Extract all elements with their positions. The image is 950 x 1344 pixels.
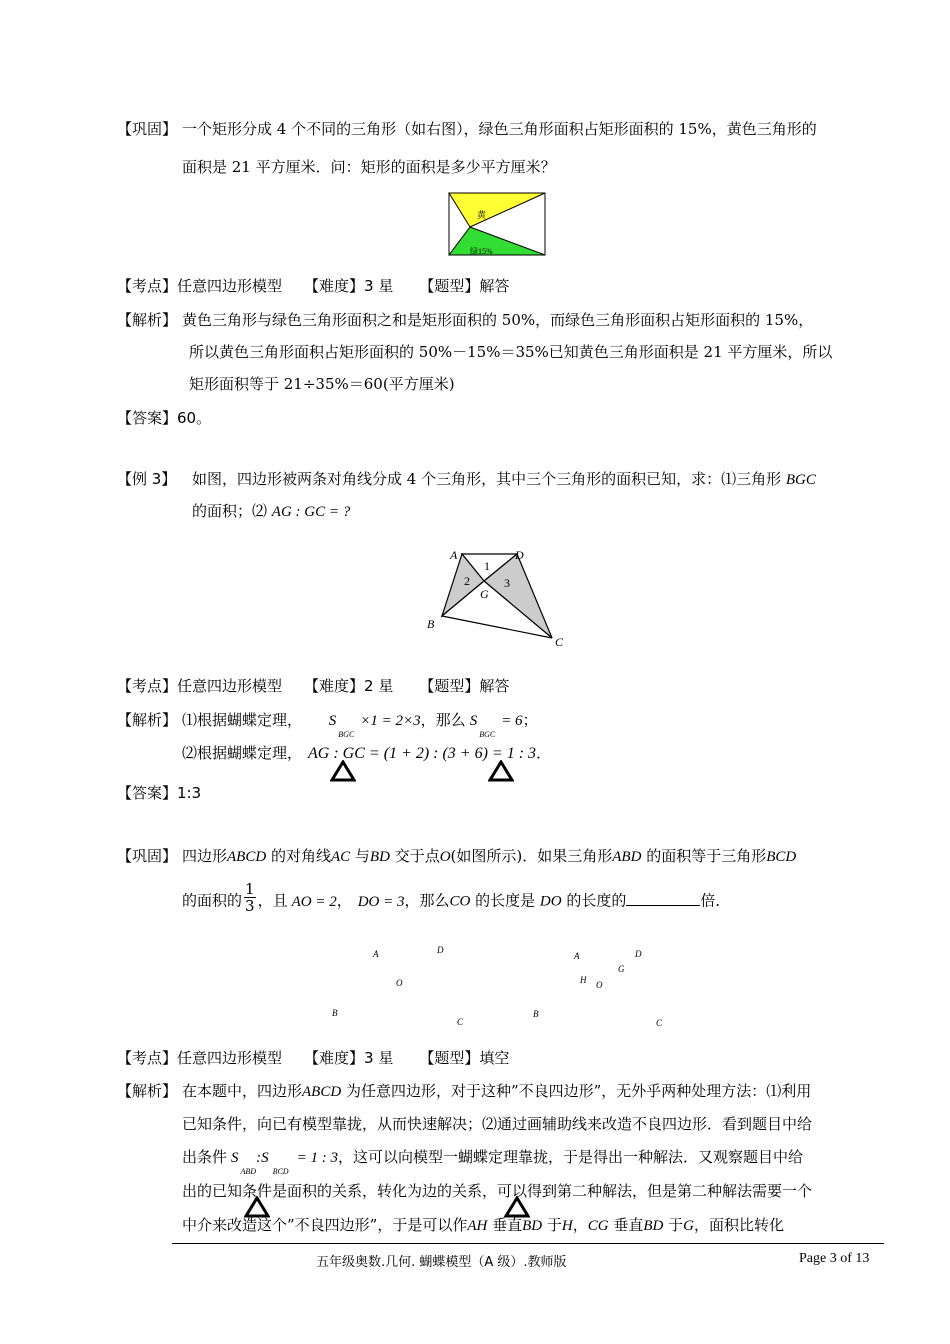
math-var: S: [469, 713, 478, 729]
kaodian-tag: 【考点】: [117, 277, 178, 295]
math-expression: AG : GC = ?: [271, 504, 351, 520]
problem-text: ，且: [257, 891, 288, 910]
math-subscript: BGC: [338, 730, 355, 739]
area-label-2: 2: [464, 574, 470, 588]
analysis-text: ⑴根据蝴蝶定理，: [182, 711, 303, 729]
vertex-b: B: [427, 617, 435, 631]
math-var: S: [328, 713, 337, 729]
fill-in-blank[interactable]: [626, 891, 700, 906]
math-expression: AG : GC = (1 + 2) : (3 + 6) = 1 : 3: [308, 745, 537, 762]
analysis-text: 垂直: [487, 1216, 523, 1234]
analysis-text: ⑵根据蝴蝶定理，: [182, 744, 303, 762]
fig-left-label-a: A: [373, 949, 379, 959]
fig-left-label-b: B: [332, 1008, 338, 1018]
analysis-line: 出的已知条件是面积的关系，转化为边的关系，可以得到第二种解法，但是第二种解法需要一个: [182, 1182, 813, 1200]
fig-left-label-o: O: [396, 978, 403, 988]
nandu-tag: 【难度】: [304, 1049, 365, 1067]
kaodian-value: 任意四边形模型: [177, 677, 283, 695]
triangle-symbol-icon: [504, 1196, 530, 1218]
analysis-line: [182, 1080, 811, 1101]
analysis-line: [182, 1146, 803, 1176]
math-subscript: BCD: [272, 1167, 289, 1176]
page-number: Page 3 of 13: [799, 1251, 870, 1266]
problem-text: 的长度的: [561, 891, 627, 910]
vertex-d: D: [515, 548, 524, 562]
yellow-label: 黄: [477, 210, 487, 220]
problem-text: ，: [336, 891, 352, 910]
problem-text: 如图，四边形被两条对角线分成 4 个三角形，其中三个三角形的面积已知，求：⑴三角形: [192, 470, 786, 488]
math-var: AH: [467, 1218, 488, 1234]
tixing-value: 解答: [479, 677, 510, 695]
math-var: AC: [330, 849, 351, 865]
math-var: DO: [539, 893, 562, 910]
math-expression: AO = 2: [291, 893, 337, 910]
analysis-text: ，面积比转化: [694, 1216, 785, 1234]
fig-left-label-d: D: [437, 945, 444, 955]
kaodian-value: 任意四边形模型: [177, 277, 283, 295]
analysis-text: ；: [522, 711, 538, 729]
math-var: ABD: [612, 849, 642, 865]
analysis-line: [182, 1214, 784, 1235]
analysis-line: [182, 709, 538, 739]
analysis-tag: 【解析】: [117, 711, 178, 729]
math-var: G: [683, 1218, 695, 1234]
tixing-tag: 【题型】: [419, 677, 480, 695]
tixing-tag: 【题型】: [419, 1049, 480, 1067]
footer-rule: [172, 1243, 884, 1244]
problem-text: ，那么: [404, 891, 450, 910]
tixing-value: 填空: [479, 1049, 510, 1067]
triangle-symbol-icon: [488, 760, 514, 782]
problem-text: 交于点: [389, 847, 440, 865]
math-var: BD: [643, 1218, 664, 1234]
point-g: G: [480, 587, 489, 601]
kaodian-value: 任意四边形模型: [177, 1049, 283, 1067]
vertex-a: A: [450, 548, 458, 562]
green-triangle: [449, 227, 545, 255]
vertex-c: C: [555, 635, 564, 649]
answer-value: 60。: [177, 409, 212, 427]
analysis-text: 于: [542, 1216, 562, 1234]
problem-text: 的面积；⑵: [192, 502, 272, 520]
tixing-value: 解答: [479, 277, 510, 295]
problem-text-line: [192, 500, 350, 521]
analysis-line: 所以黄色三角形面积占矩形面积的 50%－15%＝35%已知黄色三角形面积是 21 平方厘米，所以: [189, 343, 833, 361]
fig-right-label-o: O: [596, 980, 603, 990]
problem-text-line: [182, 845, 796, 866]
nandu-tag: 【难度】: [304, 277, 365, 295]
green-label: 绿15%: [470, 247, 493, 256]
nandu-value: 3 星: [364, 277, 394, 295]
problem-text-line: 一个矩形分成 4 个不同的三角形（如右图），绿色三角形面积占矩形面积的 15%，黄色三角形的: [182, 120, 817, 138]
problem-text: 与: [350, 847, 370, 865]
nandu-value: 2 星: [364, 677, 394, 695]
fraction-denominator: 3: [245, 897, 255, 915]
fig-left-label-c: C: [457, 1017, 464, 1027]
math-var: S: [231, 1150, 239, 1166]
math-var: BCD: [766, 849, 797, 865]
math-var: BD: [369, 849, 390, 865]
analysis-text: 出条件: [182, 1148, 228, 1166]
math-var: ABCD: [227, 849, 267, 865]
fig-right-label-a: A: [574, 951, 580, 961]
analysis-line: 黄色三角形与绿色三角形面积之和是矩形面积的 50%，而绿色三角形面积占矩形面积的 15%，: [182, 311, 814, 329]
answer-tag: 【答案】: [117, 784, 178, 802]
section-tag: 【巩固】: [117, 847, 178, 865]
analysis-line: 矩形面积等于 21÷35%＝60(平方厘米): [189, 375, 455, 393]
fig-right-label-g: G: [618, 964, 625, 974]
meta-line: [117, 275, 509, 296]
math-var: ABCD: [302, 1084, 342, 1100]
triangle-symbol-icon: [330, 760, 356, 782]
tixing-tag: 【题型】: [419, 277, 480, 295]
math-expression: DO = 3: [357, 893, 405, 910]
fraction-numerator: 1: [245, 880, 255, 898]
problem-text: 的面积的: [182, 891, 243, 910]
problem-text: 的面积等于三角形: [641, 847, 767, 865]
math-subscript: BGC: [479, 730, 496, 739]
meta-line: [117, 675, 509, 696]
section-tag: 【巩固】: [117, 120, 178, 138]
fig-right-label-c: C: [656, 1018, 663, 1028]
nandu-value: 3 星: [364, 1049, 394, 1067]
analysis-line: 已知条件，向已有模型靠拢，从而快速解决；⑵通过画辅助线来改造不良四边形．看到题目中给: [182, 1115, 813, 1133]
math-expression: = 6: [501, 713, 523, 729]
kaodian-tag: 【考点】: [117, 1049, 178, 1067]
analysis-text: ，那么: [420, 711, 466, 729]
analysis-text: 于: [663, 1216, 684, 1234]
problem-text: 的对角线: [266, 847, 331, 865]
math-var: CG: [587, 1218, 609, 1234]
analysis-text: 垂直: [608, 1216, 644, 1234]
problem-text-line: [192, 468, 816, 489]
analysis-text: 在本题中，四边形: [182, 1082, 303, 1100]
math-var: BD: [522, 1218, 543, 1234]
analysis-tag: 【解析】: [117, 311, 178, 329]
problem-text: 四边形: [182, 847, 228, 865]
math-var: BGC: [785, 472, 816, 488]
math-var: O: [439, 849, 451, 865]
area-label-1: 1: [484, 559, 490, 573]
kaodian-tag: 【考点】: [117, 677, 178, 695]
math-symbol: :: [256, 1150, 262, 1166]
answer-value: 1:3: [177, 784, 202, 802]
fig-right-label-h: H: [580, 975, 587, 985]
problem-text-line: [182, 880, 731, 918]
analysis-text: ，: [572, 1216, 588, 1234]
meta-line: [117, 1047, 509, 1068]
fraction: [244, 881, 256, 914]
answer-line: [117, 782, 201, 803]
yellow-triangle: [449, 193, 545, 227]
problem-text: 倍．: [700, 891, 731, 910]
problem-text: (如图所示)．如果三角形: [450, 847, 613, 865]
analysis-text: ．: [536, 744, 552, 762]
nandu-tag: 【难度】: [304, 677, 365, 695]
analysis-text: 中介来改造这个”不良四边形”，于是可以作: [182, 1216, 468, 1234]
math-expression: ×1 = 2×3: [360, 713, 421, 729]
math-subscript: ABD: [240, 1167, 257, 1176]
example-tag: 【例 3】: [117, 470, 177, 488]
math-var: H: [561, 1218, 573, 1234]
answer-line: [117, 407, 211, 428]
analysis-text: 为任意四边形，对于这种”不良四边形”，无外乎两种处理方法：⑴利用: [341, 1082, 812, 1100]
problem-text: 的长度是: [470, 891, 540, 910]
answer-tag: 【答案】: [117, 409, 178, 427]
problem-text-line: 面积是 21 平方厘米．问：矩形的面积是多少平方厘米？: [182, 158, 556, 176]
quadrilateral-figure: [424, 546, 574, 650]
area-label-3: 3: [504, 576, 510, 590]
math-expression: = 1 : 3: [296, 1150, 338, 1166]
triangle-symbol-icon: [244, 1196, 270, 1218]
math-var: S: [261, 1150, 269, 1166]
rectangle-triangle-figure: [448, 192, 546, 256]
fig-right-label-b: B: [533, 1009, 539, 1019]
analysis-tag: 【解析】: [117, 1082, 178, 1100]
math-var: CO: [449, 893, 471, 910]
footer-title: 五年级奥数.几何. 蝴蝶模型（A 级）.教师版: [316, 1255, 567, 1270]
analysis-text: ，这可以向模型一蝴蝶定理靠拢，于是得出一种解法．又观察题目中给: [337, 1148, 803, 1166]
fig-right-label-d: D: [635, 949, 642, 959]
